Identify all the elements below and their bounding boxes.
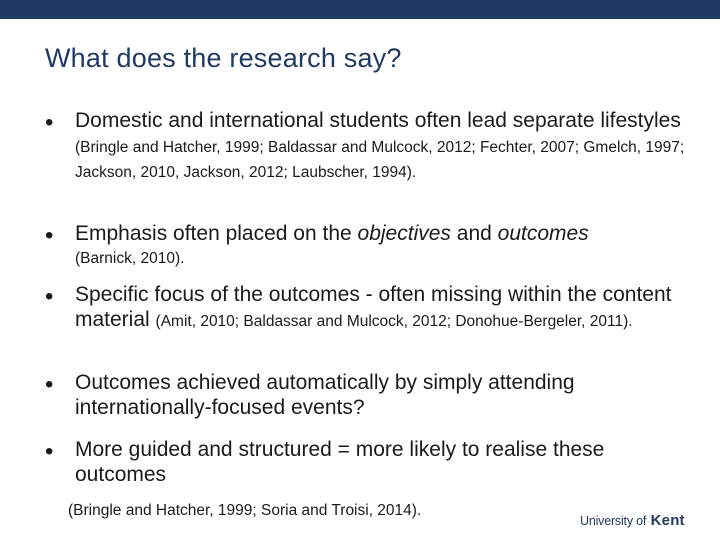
bullet-text: Outcomes achieved automatically by simply attending internationally-focused events? [75,371,575,419]
bullet-dot-icon: • [45,283,54,310]
footer-citation: (Bringle and Hatcher, 1999; Soria and Troisi, 2014). [68,502,422,519]
bullet-text: Emphasis often placed on the [75,222,352,245]
bullet-citation: (Amit, 2010; Baldassar and Mulcock, 2012; Donohue-Bergeler, 2011). [155,313,633,330]
bullet-dot-icon: • [45,371,54,398]
bullet-citation: (Barnick, 2010). [75,250,185,267]
university-of-kent-logo [580,512,685,530]
bullet-emphasis-objectives: objectives [357,222,451,245]
bullet-body [75,221,695,269]
bullet-body [75,108,695,183]
bullet-body [75,437,695,487]
bullet-dot-icon: • [45,109,54,136]
slide-title: What does the research say? [45,43,402,73]
bullet-emphasis-outcomes: outcomes [497,222,589,245]
bullet-body [75,370,695,420]
bullet-dot-icon: • [45,438,54,465]
bullet-text: Specific focus of the outcomes - often missing within the content material [75,283,672,331]
bullet-text: More guided and structured = more likely to realise these outcomes [75,438,605,486]
bullet-text-and: and [456,222,492,245]
bullet-body [75,282,695,332]
logo-name: Kent [650,512,685,529]
bullet-text: Domestic and international students often lead separate lifestyles [75,109,681,132]
logo-prefix: University of [580,514,647,528]
bullet-citation: (Bringle and Hatcher, 1999; Baldassar and Mulcock, 2012; Fechter, 2007; Gmelch, 1997; Jackson, 2010, Jackson, 2012; Laubscher, 1994). [75,139,685,181]
bullet-dot-icon: • [45,222,54,249]
